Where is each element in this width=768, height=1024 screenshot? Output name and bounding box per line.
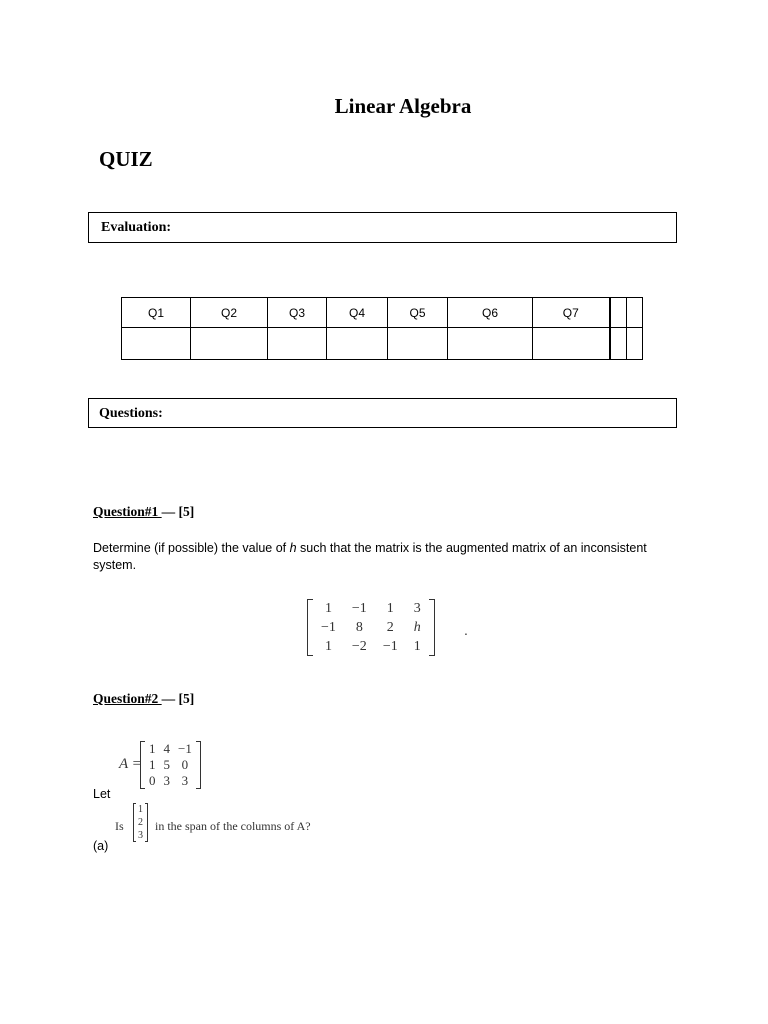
score-header-cell xyxy=(610,298,627,328)
matrix-entry: 3 xyxy=(181,773,189,788)
questions-label: Questions: xyxy=(99,406,163,421)
matrix-a-name: A = xyxy=(119,756,142,772)
matrix-right-bracket xyxy=(429,599,435,656)
matrix-entry: 3 xyxy=(163,773,170,788)
matrix-entry: −1 xyxy=(382,639,398,654)
score-cell xyxy=(122,328,191,360)
part-a-label: (a) xyxy=(93,839,109,853)
score-header-cell: Q4 xyxy=(327,298,388,328)
matrix-entry: 3 xyxy=(413,601,421,616)
question1-heading xyxy=(93,504,194,520)
score-header-cell: Q7 xyxy=(533,298,610,328)
question1-label: Question#1 xyxy=(93,504,162,519)
questions-box xyxy=(88,398,677,428)
score-header-cell: Q2 xyxy=(191,298,268,328)
augmented-matrix xyxy=(307,599,435,656)
matrix-right-bracket xyxy=(196,741,201,789)
matrix-entry: 1 xyxy=(149,757,156,772)
question2-heading xyxy=(93,691,194,707)
matrix-entry: 0 xyxy=(181,757,189,772)
document-title: Linear Algebra xyxy=(334,94,472,118)
score-cell xyxy=(191,328,268,360)
vector-entry: 3 xyxy=(138,830,143,841)
matrix-entry: −1 xyxy=(321,620,336,635)
evaluation-box xyxy=(88,212,677,243)
score-cell xyxy=(627,328,643,360)
matrix-entry: h xyxy=(413,620,421,635)
vector-entry: 2 xyxy=(138,817,143,828)
matrix-entry: 1 xyxy=(324,639,332,654)
vector-b xyxy=(133,803,148,842)
score-header-cell: Q5 xyxy=(388,298,448,328)
score-cell xyxy=(268,328,327,360)
score-table xyxy=(121,297,643,360)
matrix-entry: 1 xyxy=(149,741,156,756)
matrix-entry: −1 xyxy=(351,601,367,616)
score-header-cell: Q1 xyxy=(122,298,191,328)
question2-label: Question#2 xyxy=(93,691,162,706)
matrix-entry: 0 xyxy=(149,773,156,788)
evaluation-label: Evaluation: xyxy=(101,220,172,235)
question1-text-start: Determine (if possible) the value of xyxy=(93,541,290,555)
question1-points: — [5] xyxy=(161,504,195,519)
score-header-cell: Q3 xyxy=(268,298,327,328)
score-cell xyxy=(533,328,610,360)
vector-right-bracket xyxy=(145,803,148,842)
vector-entry: 1 xyxy=(138,804,143,815)
score-cell xyxy=(388,328,448,360)
matrix-period: . xyxy=(464,622,468,638)
matrix-entry: −1 xyxy=(178,741,192,756)
question2-points: — [5] xyxy=(161,691,195,706)
score-value-row xyxy=(122,328,643,360)
question1-text xyxy=(93,540,683,574)
score-cell xyxy=(448,328,533,360)
matrix-entry: −2 xyxy=(351,639,367,654)
matrix-entry: 1 xyxy=(386,601,394,616)
score-cell xyxy=(610,328,627,360)
score-header-row xyxy=(122,298,643,328)
matrix-a xyxy=(140,741,201,789)
score-header-cell xyxy=(627,298,643,328)
span-question-text: in the span of the columns of A? xyxy=(155,819,311,833)
matrix-entry: 8 xyxy=(355,620,363,635)
score-cell xyxy=(327,328,388,360)
matrix-entry: 2 xyxy=(386,620,394,635)
question1-text-end: such that the matrix is the augmented matrix of an inconsistent system. xyxy=(93,541,647,572)
matrix-entry: 4 xyxy=(163,741,170,756)
matrix-entry: 1 xyxy=(324,601,332,616)
matrix-entry: 5 xyxy=(163,757,170,772)
let-label: Let xyxy=(93,787,111,801)
question1-variable: h xyxy=(289,541,297,555)
score-header-cell: Q6 xyxy=(448,298,533,328)
matrix-entry: 1 xyxy=(413,639,421,654)
quiz-heading: QUIZ xyxy=(99,147,153,171)
is-label: Is xyxy=(115,819,124,833)
